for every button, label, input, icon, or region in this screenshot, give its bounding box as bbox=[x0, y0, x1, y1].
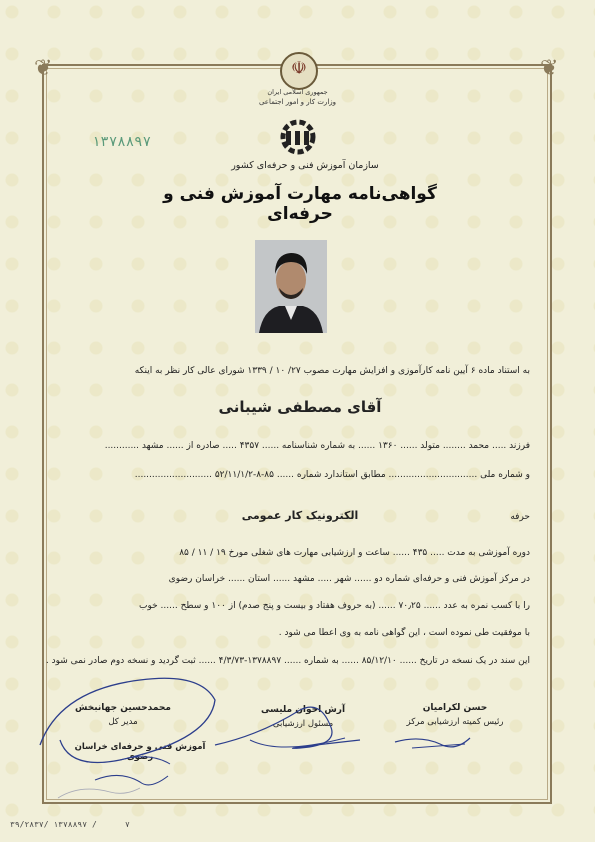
evaluator-name: آرش اخوان ملیسی bbox=[260, 705, 346, 715]
committee-head-name: حسن لکرامیان bbox=[422, 703, 488, 713]
footer-page-number: ۷ bbox=[125, 820, 130, 829]
issue-line: این سند در یک نسخه در تاریخ ...... ۸۵/۱۲/۱۰ ...... به شماره ...... ۱۳۷۸۸۹۷-۴/۳/۷۳ ...... ثبت گردید و نسخه دوم صادر نمی شود . bbox=[45, 656, 530, 666]
certificate-title: گواهی‌نامه مهارت آموزش فنی و حرفه‌ای bbox=[163, 184, 437, 224]
father-birth-line: فرزند ..... محمد ........ متولد ...... ۱۳۶۰ ...... به شماره شناسنامه ...... ۴۳۵۷ ..... صادره از ...... مشهد ............ bbox=[104, 441, 530, 451]
score-line: را با کسب نمره به عدد ...... ۷۰٫۲۵ ...... (به حروف هفتاد و بیست و پنج صدم) از ۱۰۰ و سطح ...... خوب bbox=[139, 601, 530, 611]
center-line: در مرکز آموزش فنی و حرفه‌ای شماره دو ...... شهر ..... مشهد ...... استان ...... خراسان رضوی bbox=[168, 574, 530, 584]
committee-head-role: رئیس کمیته ارزشیابی مرکز bbox=[406, 717, 504, 727]
evaluator-role: مسئول ارزشیابی bbox=[272, 719, 334, 729]
serial-number: ۱۳۷۸۸۹۷ bbox=[92, 134, 152, 150]
holder-photo bbox=[255, 240, 327, 333]
director-name: محمدحسین جهانبخش bbox=[75, 703, 171, 713]
government-name: جمهوری اسلامی ایران bbox=[267, 88, 328, 96]
holder-name: آقای مصطفی شیبانی bbox=[218, 398, 382, 416]
ministry-name: وزارت کار و امور اجتماعی bbox=[258, 98, 337, 106]
footer-code: ۳۹/۲۸۳۷/ ۱۳۷۸۸۹۷ bbox=[10, 820, 88, 829]
national-id-line: و شماره ملی ............................... مطابق استاندارد شماره ...... ۸۵-۸-۵۲/۱۱/۱/۲ ........................... bbox=[134, 470, 530, 480]
ornament-top-left-icon: ❦ bbox=[34, 56, 53, 81]
trade-label: حرفه bbox=[510, 512, 530, 522]
footer-separator: / bbox=[92, 820, 97, 829]
director-role: مدیر کل bbox=[108, 717, 138, 727]
ornament-top-right-icon: ❦ bbox=[540, 56, 559, 81]
certificate-inner-border bbox=[46, 68, 548, 800]
tvto-logo-icon bbox=[276, 118, 320, 156]
course-line: دوره آموزشی به مدت ..... ۴۳۵ ...... ساعت و ارزشیابی مهارت های شغلی مورخ ۱۹ / ۱۱ / ۸۵ bbox=[179, 548, 530, 558]
director-office: آموزش فنی و حرفه‌ای خراسان رضوی bbox=[74, 742, 206, 762]
intro-line: به استناد ماده ۶ آیین نامه کارآموزی و افزایش مهارت مصوب ۲۷/ ۱۰ / ۱۳۳۹ شورای عالی کار نظر به اینکه bbox=[134, 366, 530, 376]
trade-name: الکترونیک کار عمومی bbox=[241, 509, 359, 522]
success-line: با موفقیت طی نموده است ، این گواهی نامه به وی اعطا می شود . bbox=[278, 628, 530, 638]
iran-emblem-icon: ☫ bbox=[280, 52, 318, 90]
organization-name: سازمان آموزش فنی و حرفه‌ای کشور bbox=[231, 160, 379, 171]
